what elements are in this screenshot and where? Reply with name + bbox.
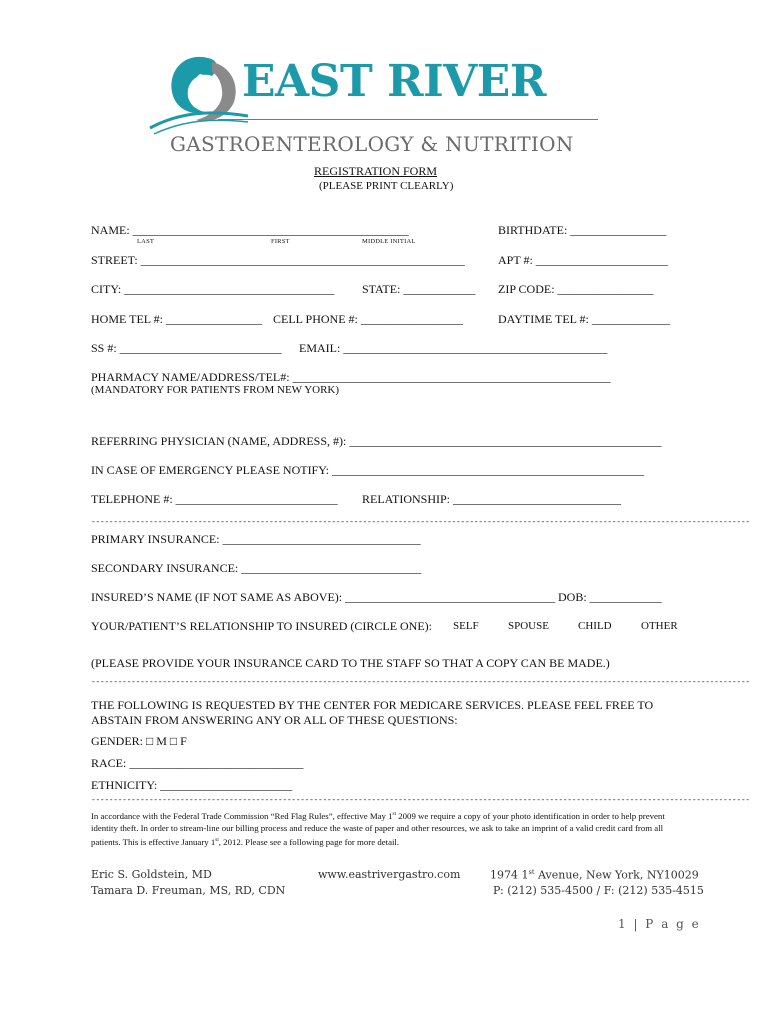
logo-subtitle: GASTROENTEROLOGY & NUTRITION xyxy=(170,132,574,156)
name-middle-label: MIDDLE INITIAL xyxy=(362,238,416,245)
page-number: 1 | P a g e xyxy=(618,917,701,931)
footer-website-link[interactable]: www.eastrivergastro.com xyxy=(318,868,461,881)
city-field[interactable]: CITY: ___________________________________ xyxy=(91,282,335,296)
emergency-contact-field[interactable]: IN CASE OF EMERGENCY PLEASE NOTIFY: ____________________________________________________ xyxy=(91,463,645,477)
daytime-tel-field[interactable]: DAYTIME TEL #: _____________ xyxy=(498,312,670,326)
footer-doctor-2: Tamara D. Freuman, MS, RD, CDN xyxy=(91,884,286,897)
logo xyxy=(150,50,610,160)
form-title: REGISTRATION FORM xyxy=(314,164,438,178)
logo-title: EAST RIVER xyxy=(242,56,546,107)
insurance-card-note: (PLEASE PROVIDE YOUR INSURANCE CARD TO THE STAFF SO THAT A COPY CAN BE MADE.) xyxy=(91,656,610,670)
option-spouse[interactable]: SPOUSE xyxy=(508,620,549,632)
logo-emblem-icon xyxy=(150,50,250,140)
footer-phone: P: (212) 535-4500 / F: (212) 535-4515 xyxy=(493,884,704,897)
state-field[interactable]: STATE: ____________ xyxy=(362,282,476,296)
relationship-field[interactable]: RELATIONSHIP: ____________________________ xyxy=(362,492,622,506)
ethnicity-field[interactable]: ETHNICITY: ______________________ xyxy=(91,778,293,792)
red-flag-p3: , 2012. Please see a following page for more detail. xyxy=(218,836,400,847)
name-field[interactable]: NAME: ______________________________________________ xyxy=(91,223,409,237)
cms-notice-line1: THE FOLLOWING IS REQUESTED BY THE CENTER FOR MEDICARE SERVICES. PLEASE FEEL FREE TO xyxy=(91,698,654,712)
email-field[interactable]: EMAIL: ____________________________________________ xyxy=(299,341,608,355)
secondary-insurance-field[interactable]: SECONDARY INSURANCE: ______________________________ xyxy=(91,561,422,575)
zip-field[interactable]: ZIP CODE: ________________ xyxy=(498,282,654,296)
footer-address xyxy=(490,868,699,882)
apt-field[interactable]: APT #: ______________________ xyxy=(498,253,668,267)
divider-3: ---------------------------------------------------------------------------------------------------------------------------------------------------- xyxy=(91,796,750,805)
red-flag-p2: 2009 we require a copy of your photo identification in order to help prevent identity theft. In order to stream-line our billing process and reduce the waste of paper and other resources, we ask to take an imprint of a valid credit card from all patients. This is effective January 1 xyxy=(91,810,665,847)
red-flag-notice xyxy=(91,808,691,848)
street-field[interactable]: STREET: ______________________________________________________ xyxy=(91,253,465,267)
pharmacy-note: (MANDATORY FOR PATIENTS FROM NEW YORK) xyxy=(91,384,340,396)
footer-address-post: Avenue, New York, NY10029 xyxy=(534,868,699,882)
form-subtitle: (PLEASE PRINT CLEARLY) xyxy=(319,180,454,192)
red-flag-p1: In accordance with the Federal Trade Commission “Red Flag Rules”, effective May 1 xyxy=(91,810,393,821)
dob-field[interactable]: DOB: ____________ xyxy=(558,590,662,604)
footer-address-sup: st xyxy=(528,868,535,876)
divider-1: ---------------------------------------------------------------------------------------------------------------------------------------------------- xyxy=(91,518,750,527)
primary-insurance-field[interactable]: PRIMARY INSURANCE: _________________________________ xyxy=(91,532,421,546)
telephone-field[interactable]: TELEPHONE #: ___________________________ xyxy=(91,492,338,506)
ss-field[interactable]: SS #: ___________________________ xyxy=(91,341,282,355)
footer-doctor-1: Eric S. Goldstein, MD xyxy=(91,868,212,881)
referring-physician-field[interactable]: REFERRING PHYSICIAN (NAME, ADDRESS, #): ____________________________________________________ xyxy=(91,434,662,448)
insured-name-field[interactable]: INSURED’S NAME (IF NOT SAME AS ABOVE): ___________________________________ xyxy=(91,590,556,604)
gender-field[interactable]: GENDER: □ M □ F xyxy=(91,734,187,748)
pharmacy-field[interactable]: PHARMACY NAME/ADDRESS/TEL#: _____________________________________________________ xyxy=(91,370,611,384)
red-flag-sup1: st xyxy=(392,811,397,817)
divider-2: ---------------------------------------------------------------------------------------------------------------------------------------------------- xyxy=(91,678,750,687)
footer-address-pre: 1974 1 xyxy=(490,868,529,882)
name-last-label: LAST xyxy=(137,238,155,245)
red-flag-sup2: st xyxy=(215,836,219,843)
cell-phone-field[interactable]: CELL PHONE #: _________________ xyxy=(273,312,463,326)
name-first-label: FIRST xyxy=(271,238,290,245)
cms-notice-line2: ABSTAIN FROM ANSWERING ANY OR ALL OF THESE QUESTIONS: xyxy=(91,713,458,727)
birthdate-field[interactable]: BIRTHDATE: ________________ xyxy=(498,223,667,237)
relationship-to-insured-label: YOUR/PATIENT’S RELATIONSHIP TO INSURED (CIRCLE ONE): xyxy=(91,619,433,633)
option-other[interactable]: OTHER xyxy=(641,620,678,632)
logo-rule xyxy=(218,119,598,120)
option-child[interactable]: CHILD xyxy=(578,620,612,632)
race-field[interactable]: RACE: _____________________________ xyxy=(91,756,304,770)
home-tel-field[interactable]: HOME TEL #: ________________ xyxy=(91,312,262,326)
option-self[interactable]: SELF xyxy=(453,620,479,632)
